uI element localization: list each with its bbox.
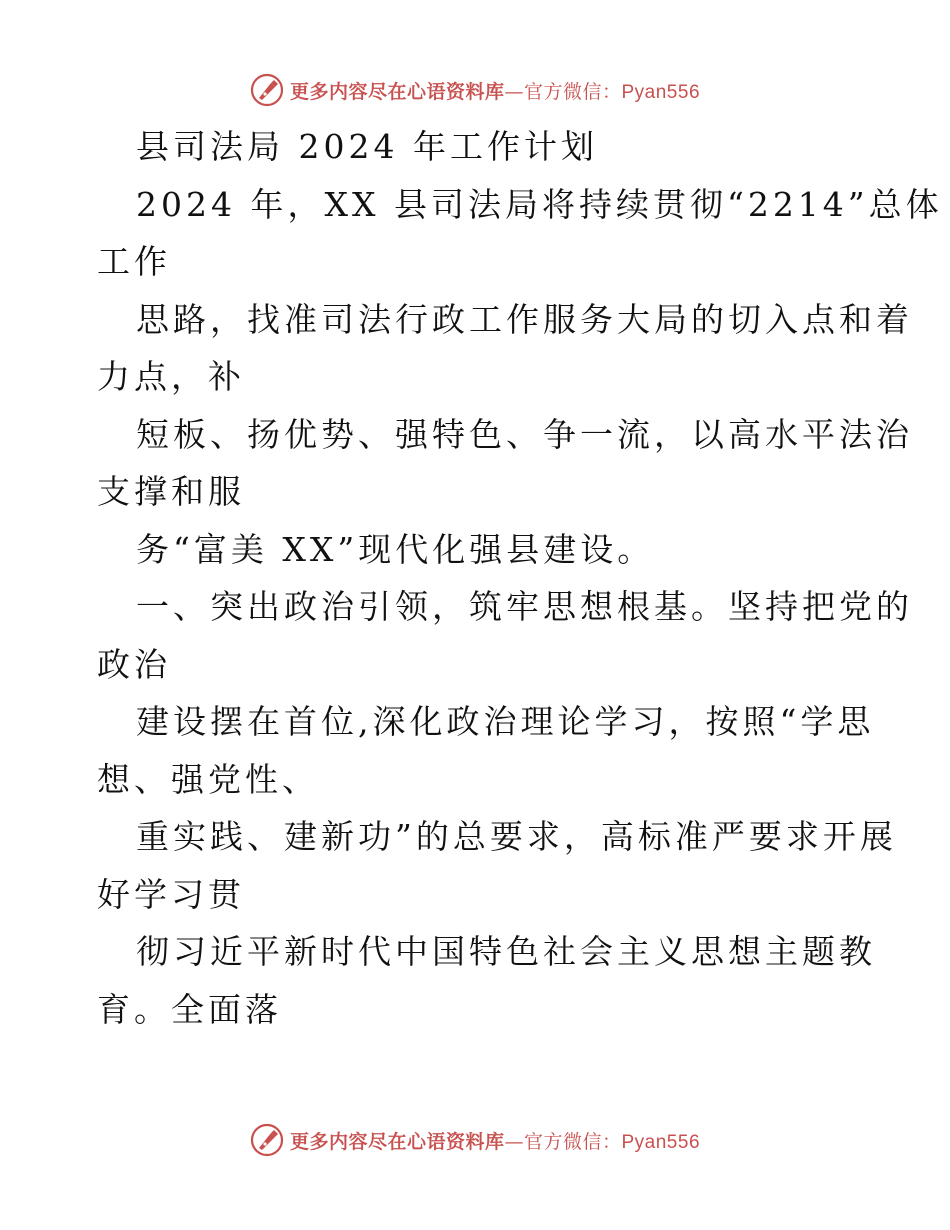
- paragraph-line: 彻习近平新时代中国特色社会主义思想主题教: [136, 932, 876, 971]
- paragraph-line: 思路，找准司法行政工作服务大局的切入点和着: [136, 299, 913, 339]
- paragraph-line: 育。全面落: [97, 989, 282, 1029]
- paragraph-line: 务“富美 XX”现代化强县建设。: [136, 529, 655, 569]
- watermark-banner-bottom: [0, 1120, 950, 1160]
- paragraph-line: 支撑和服: [97, 472, 245, 511]
- paragraph-line: 建设摆在首位,深化政治理论学习，按照“学思: [136, 702, 875, 741]
- watermark-group: [250, 1123, 700, 1157]
- paragraph-line: 好学习贯: [97, 874, 245, 914]
- paragraph-line: 重实践、建新功”的总要求，高标准严要求开展: [136, 817, 897, 856]
- watermark-contact: 官方微信：Pyan556: [524, 81, 701, 103]
- document-body: [97, 118, 943, 1038]
- watermark-text: [290, 77, 700, 104]
- watermark-dash: —: [504, 1130, 524, 1153]
- paragraph-line: 一、突出政治引领，筑牢思想根基。坚持把党的: [136, 587, 913, 626]
- paragraph-line: 想、强党性、: [97, 759, 319, 799]
- pen-nib-logo-icon: [250, 73, 284, 107]
- watermark-dash: —: [504, 80, 524, 103]
- paragraph-line: 2024 年，XX 县司法局将持续贯彻“2214”总体: [136, 184, 943, 224]
- paragraph-line: 短板、扬优势、强特色、争一流，以高水平法治: [136, 414, 913, 454]
- watermark-text: [290, 1127, 700, 1154]
- document-title: 县司法局 2024 年工作计划: [136, 127, 598, 166]
- pen-nib-logo-icon: [250, 1123, 284, 1157]
- paragraph-line: 力点，补: [97, 357, 245, 396]
- watermark-main: 更多内容尽在心语资料库: [289, 80, 505, 103]
- watermark-main: 更多内容尽在心语资料库: [289, 1130, 505, 1153]
- paragraph-line: 政治: [97, 644, 171, 684]
- watermark-group: [250, 73, 700, 107]
- paragraph-line: 工作: [97, 242, 171, 281]
- watermark-banner-top: [0, 70, 950, 110]
- watermark-contact: 官方微信：Pyan556: [524, 1131, 701, 1153]
